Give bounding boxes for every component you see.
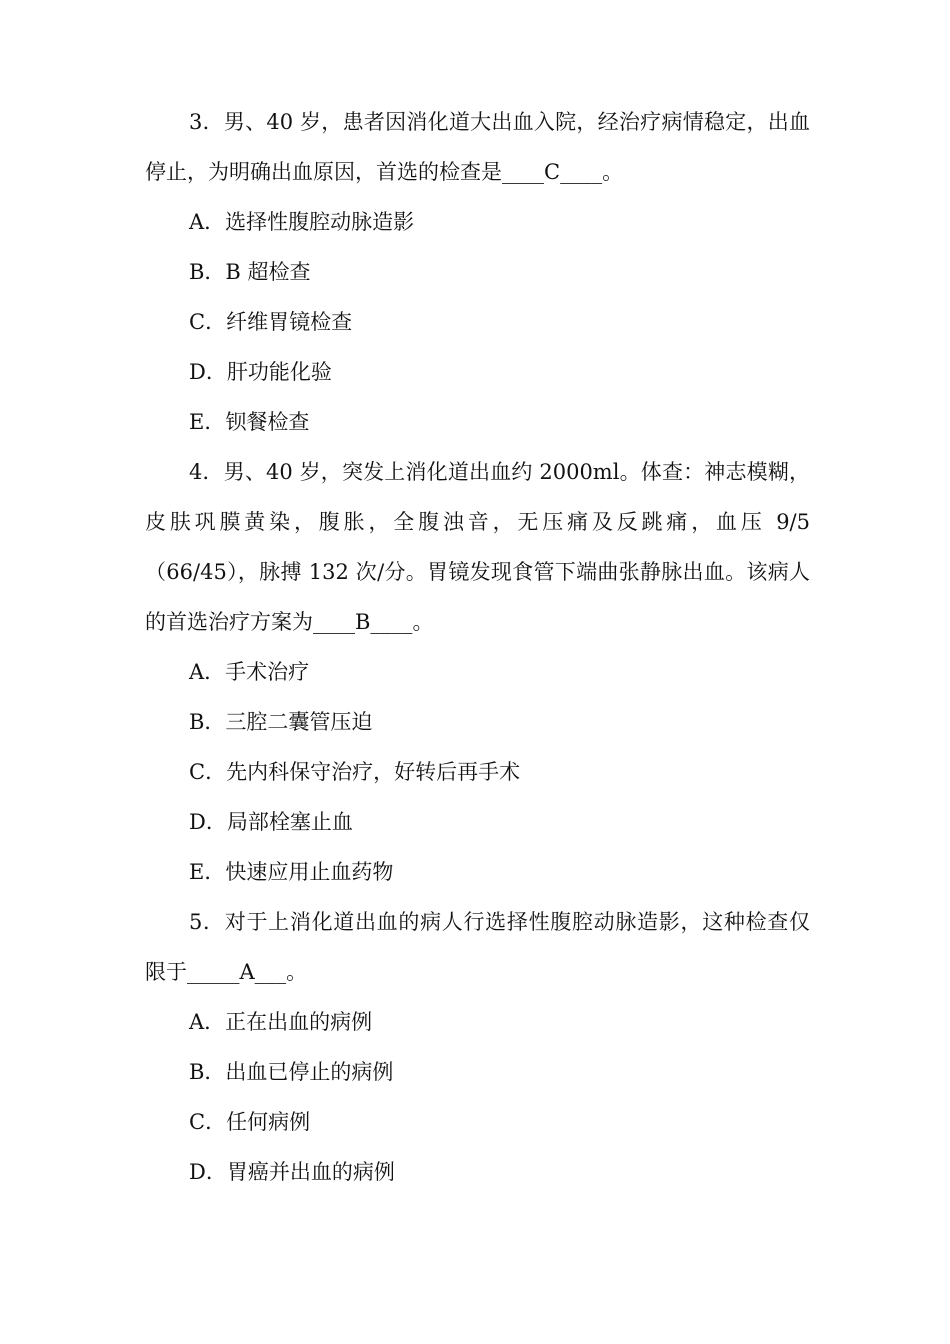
question-4-stem: [145, 447, 810, 647]
question-3-answer: ____C____: [502, 160, 603, 184]
question-4-option-a: A．手术治疗: [189, 660, 310, 684]
question-3-stem: [145, 97, 810, 197]
question-3-option-d: D．肝功能化验: [189, 360, 332, 384]
question-4-option-d: D．局部栓塞止血: [189, 810, 353, 834]
question-5-option-b: B．出血已停止的病例: [189, 1060, 394, 1084]
question-4-end: 。: [412, 610, 434, 634]
question-5-option-a: A．正在出血的病例: [189, 1010, 373, 1034]
question-5-text: 5．对于上消化道出血的病人行选择性腹腔动脉造影，这种检查仅限于: [145, 910, 810, 984]
question-3-option-b: B．B 超检查: [189, 260, 311, 284]
document-body: [145, 97, 810, 1197]
question-5-option-d: D．胃癌并出血的病例: [189, 1160, 395, 1184]
question-3-option-e: E．钡餐检查: [189, 410, 310, 434]
question-5-option-c: C．任何病例: [189, 1110, 311, 1134]
question-4-text: 4．男、40 岁，突发上消化道出血约 2000ml。体查：神志模糊，皮肤巩膜黄染，腹胀，全腹浊音，无压痛及反跳痛，血压 9/5（66/45），脉搏 132 次/分。胃镜发现食管下端曲张静脉出血。该病人的首选治疗方案为: [145, 460, 810, 634]
question-4-answer: ____B____: [313, 610, 413, 634]
question-3-option-a: A．选择性腹腔动脉造影: [189, 210, 415, 234]
question-5-answer: _____A___: [187, 960, 287, 984]
question-4-option-b: B．三腔二囊管压迫: [189, 710, 373, 734]
question-4-option-e: E．快速应用止血药物: [189, 860, 394, 884]
question-3-option-c: C．纤维胃镜检查: [189, 310, 353, 334]
question-5-end: 。: [286, 960, 308, 984]
question-4-option-c: C．先内科保守治疗，好转后再手术: [189, 760, 521, 784]
question-3-end: 。: [602, 160, 624, 184]
question-5-stem: [145, 897, 810, 997]
question-3-text: 3．男、40 岁，患者因消化道大出血入院，经治疗病情稳定，出血停止，为明确出血原因，首选的检查是: [145, 110, 810, 184]
